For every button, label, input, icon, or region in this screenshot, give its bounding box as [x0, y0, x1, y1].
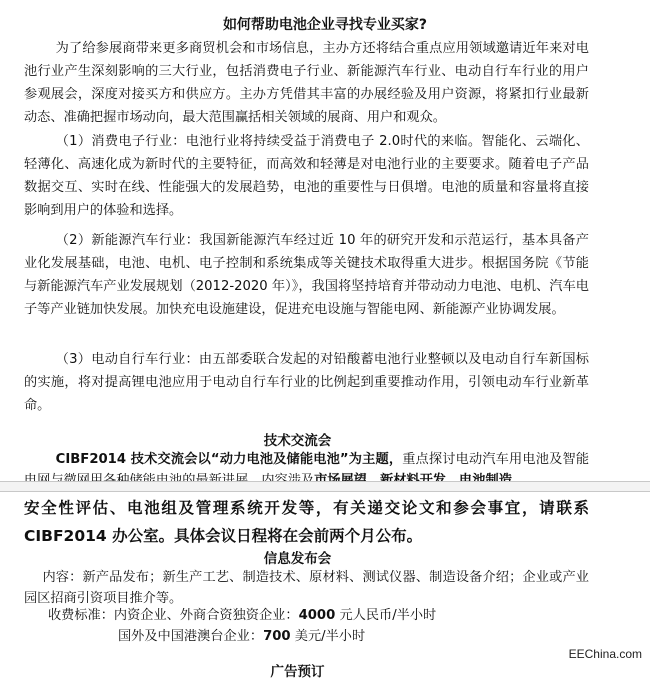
fee-domestic-unit: 元人民币/半小时 — [335, 608, 437, 623]
tech-exchange-heading: 技术交流会 — [263, 433, 332, 449]
fee-domestic-line — [48, 604, 436, 627]
fee-label: 收费标准：内资企业、外商合资独资企业： — [48, 608, 299, 623]
ad-booking-heading: 广告预订 — [270, 664, 325, 680]
intro-paragraph: 为了给参展商带来更多商贸机会和市场信息，主办方还将结合重点应用领域邀请近年来对电池行业产生深刻影响的三大行业，包括消费电子行业、新能源汽车行业、电动自行车行业的用户参观展会，深度对接买方和供应方。主办方凭借其丰富的办展经验及用户资源，将紧扣行业最新动态、准确把握市场动向，最大范围赢括相关领域的展商、用户和观众。 — [24, 41, 589, 125]
tech-contact-paragraph: 安全性评估、电池组及管理系统开发等，有关递交论文和参会事宜，请联系 CIBF2014 办公室。具体会议日程将在会前两个月公布。 — [24, 499, 589, 545]
fee-foreign-line — [118, 625, 365, 648]
fee-foreign-unit: 美元/半小时 — [290, 629, 366, 644]
fee-domestic-amount: 4000 — [298, 608, 336, 623]
e-bike-paragraph: （3）电动自行车行业：由五部委联合发起的对铅酸蓄电池行业整顿以及电动自行车新国标的实施，将对提高锂电池应用于电动自行车行业的比例起到重要推动作用，引领电动车行业新革命。 — [24, 352, 589, 413]
page-break-divider — [0, 481, 650, 492]
tech-topics-text: 重点探讨电动汽车用电池及智能 — [402, 452, 590, 467]
info-release-heading: 信息发布会 — [263, 551, 332, 567]
consumer-electronics-paragraph: （1）消费电子行业：电池行业将持续受益于消费电子 2.0时代的来临。智能化、云端化、轻薄化、高速化成为新时代的主要特征，而高效和轻薄是对电池行业的主要要求。随着电子产品数据交互、实时在线、性能强大的发展趋势，电池的重要性与日俱增。电池的质量和容量将直接影响到用户的体验和选择。 — [24, 134, 589, 218]
fee-foreign-amount: 700 — [263, 629, 291, 644]
site-watermark: EEChina.com — [568, 647, 642, 661]
new-energy-vehicle-paragraph: （2）新能源汽车行业：我国新能源汽车经过近 10 年的研究开发和示范运行，基本具备产业化发展基础，电池、电机、电子控制和系统集成等关键技术取得重大进步。根据国务院《节能与新能源汽车产业发展规划（2012-2020 年）》，我国将坚持培育并带动动力电池、电机、汽车电子等产业链加快发展。加快充电设施建设，促进充电设施与智能电网、新能源产业协调发展。 — [24, 233, 589, 317]
tech-theme-text: CIBF2014 技术交流会以“动力电池及储能电池”为主题， — [55, 452, 403, 467]
doc-title: 如何帮助电池企业寻找专业买家? — [222, 17, 428, 33]
fee-foreign-label: 国外及中国港澳台企业： — [118, 629, 264, 644]
info-content-paragraph: 内容：新产品发布；新生产工艺、制造技术、原材料、测试仪器、制造设备介绍；企业或产业园区招商引资项目推介等。 — [24, 570, 589, 606]
